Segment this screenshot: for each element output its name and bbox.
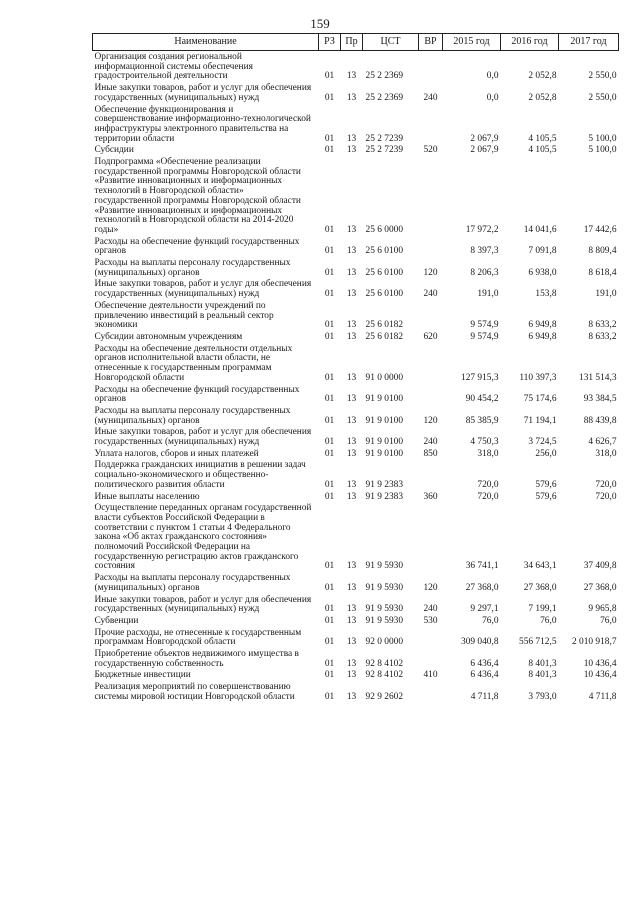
row-cst: 92 8 4102 xyxy=(365,658,403,669)
row-rz: 01 xyxy=(324,224,335,235)
row-rz: 01 xyxy=(324,582,335,593)
row-vr: 240 xyxy=(423,437,438,448)
row-2015: 4 750,3 xyxy=(470,437,499,448)
row-vr xyxy=(419,51,443,85)
row-rz: 01 xyxy=(324,415,335,426)
row-rz: 01 xyxy=(324,615,335,626)
row-name: Приобретение объектов недвижимого имущества в государственную собственность xyxy=(94,649,299,669)
row-name: Подпрограмма «Обеспечение реализации государственной программы Новгородской области «Развитие инновационных и информационных технологий в Новгородской области» государственной программы Новгородской области «Развитие инновационных и информационных технологий в Новгородской области на 2014-2020 годы» xyxy=(94,157,301,235)
row-name: Реализация мероприятий по совершенствованию системы мировой юстиции Новгородской области xyxy=(94,682,295,702)
header-cst: ЦСТ xyxy=(363,34,419,51)
row-name: Субвенции xyxy=(94,615,139,626)
row-2015: 9 574,9 xyxy=(470,320,499,331)
row-name: Поддержка гражданских инициатив в решении задач социально-экономического и общественно-политического развития области xyxy=(94,460,306,490)
row-name: Иные закупки товаров, работ и услуг для обеспечения государственных (муниципальных) нужд xyxy=(94,594,312,615)
row-2016: 2 052,8 xyxy=(528,92,557,103)
row-rz: 01 xyxy=(324,561,335,572)
row-2017: 8 633,2 xyxy=(588,331,617,342)
row-2015: 85 385,9 xyxy=(465,415,499,426)
table-row xyxy=(93,302,619,333)
table-row xyxy=(93,386,619,407)
row-rz: 01 xyxy=(324,479,335,490)
row-cst: 91 9 5930 xyxy=(365,604,403,615)
table-row xyxy=(93,407,619,428)
row-name: Расходы на выплаты персоналу государственных (муниципальных) органов xyxy=(94,405,291,426)
row-2016: 556 712,5 xyxy=(519,637,557,648)
row-2015: 6 436,4 xyxy=(470,670,499,681)
table-row xyxy=(93,617,619,629)
row-2017: 27 368,0 xyxy=(583,582,617,593)
row-pr: 13 xyxy=(346,615,357,626)
row-2015: 4 711,8 xyxy=(470,691,499,702)
row-2016: 8 401,3 xyxy=(528,670,557,681)
row-2017: 4 626,7 xyxy=(588,437,617,448)
row-2017: 191,0 xyxy=(595,289,617,300)
row-cst: 91 9 0100 xyxy=(365,448,403,459)
row-cst: 91 9 5930 xyxy=(365,615,403,626)
row-vr xyxy=(419,106,443,147)
row-2017: 5 100,0 xyxy=(588,133,617,144)
row-cst: 25 6 0000 xyxy=(365,224,403,235)
row-rz: 01 xyxy=(324,267,335,278)
row-2017: 5 100,0 xyxy=(588,145,617,156)
row-cst: 25 2 2369 xyxy=(365,92,403,103)
table-row xyxy=(93,596,619,617)
table-row xyxy=(93,683,619,704)
row-vr xyxy=(419,345,443,386)
row-vr: 850 xyxy=(423,448,438,459)
table-row xyxy=(93,259,619,280)
row-2015: 8 397,3 xyxy=(470,246,499,257)
row-vr: 240 xyxy=(423,604,438,615)
row-rz: 01 xyxy=(324,637,335,648)
row-cst: 25 2 7239 xyxy=(365,133,403,144)
row-cst: 92 0 0000 xyxy=(365,637,403,648)
row-name: Расходы на обеспечение функций государственных органов xyxy=(94,384,300,405)
row-rz: 01 xyxy=(324,71,335,82)
table-header xyxy=(93,34,619,51)
row-pr: 13 xyxy=(346,670,357,681)
row-name: Субсидии xyxy=(94,145,134,156)
row-name: Расходы на выплаты персоналу государственных (муниципальных) органов xyxy=(94,573,291,593)
row-2016: 71 194,1 xyxy=(523,415,557,426)
row-cst: 91 9 5930 xyxy=(365,561,403,572)
row-rz: 01 xyxy=(324,246,335,257)
row-name: Иные закупки товаров, работ и услуг для обеспечения государственных (муниципальных) нужд xyxy=(94,279,312,300)
row-vr: 410 xyxy=(423,670,438,681)
row-cst: 25 2 7239 xyxy=(365,145,403,156)
row-2017: 720,0 xyxy=(595,491,617,502)
header-2016: 2016 год xyxy=(501,34,559,51)
row-pr: 13 xyxy=(346,448,357,459)
row-2016: 76,0 xyxy=(540,615,557,626)
row-vr xyxy=(419,238,443,259)
row-2015: 2 067,9 xyxy=(470,133,499,144)
row-pr: 13 xyxy=(346,479,357,490)
table-row xyxy=(93,574,619,595)
row-2017: 10 436,4 xyxy=(583,670,617,681)
row-cst: 91 9 2383 xyxy=(365,479,403,490)
row-2015: 720,0 xyxy=(477,479,499,490)
row-2015: 17 972,2 xyxy=(465,224,499,235)
row-cst: 25 6 0100 xyxy=(365,289,403,300)
row-2017: 8 618,4 xyxy=(588,267,617,278)
row-cst: 91 9 0100 xyxy=(365,394,403,405)
row-2016: 256,0 xyxy=(535,448,557,459)
row-2017: 37 409,8 xyxy=(583,561,617,572)
row-rz: 01 xyxy=(324,658,335,669)
row-pr: 13 xyxy=(346,691,357,702)
row-pr: 13 xyxy=(346,394,357,405)
row-name: Расходы на выплаты персоналу государственных (муниципальных) органов xyxy=(94,258,291,278)
row-cst: 91 9 0100 xyxy=(365,437,403,448)
row-pr: 13 xyxy=(346,637,357,648)
row-2015: 0,0 xyxy=(486,71,499,82)
row-pr: 13 xyxy=(346,224,357,235)
row-2016: 7 091,8 xyxy=(528,246,557,257)
table-row xyxy=(93,84,619,105)
row-pr: 13 xyxy=(346,415,357,426)
row-2017: 8 809,4 xyxy=(588,246,617,257)
row-2016: 110 397,3 xyxy=(519,372,557,383)
row-pr: 13 xyxy=(346,246,357,257)
table-body xyxy=(93,51,619,705)
row-vr: 120 xyxy=(423,267,438,278)
row-name: Иные выплаты населению xyxy=(94,491,200,502)
row-2017: 2 550,0 xyxy=(588,71,617,82)
row-2016: 3 724,5 xyxy=(528,437,557,448)
row-name: Обеспечение деятельности учреждений по привлечению инвестиций в реальный сектор экономики xyxy=(94,300,274,331)
row-rz: 01 xyxy=(324,491,335,502)
row-2015: 127 915,3 xyxy=(461,372,499,383)
row-2016: 2 052,8 xyxy=(528,71,557,82)
row-cst: 91 9 5930 xyxy=(365,582,403,593)
row-2016: 6 949,8 xyxy=(528,320,557,331)
row-rz: 01 xyxy=(324,437,335,448)
row-2017: 76,0 xyxy=(600,615,617,626)
row-vr xyxy=(419,683,443,704)
row-2017: 131 514,3 xyxy=(579,372,617,383)
row-vr xyxy=(419,302,443,333)
row-2016: 6 949,8 xyxy=(528,331,557,342)
row-cst: 91 9 0100 xyxy=(365,415,403,426)
row-vr xyxy=(419,504,443,574)
row-vr: 520 xyxy=(423,145,438,156)
row-cst: 91 0 0000 xyxy=(365,372,403,383)
row-2016: 3 793,0 xyxy=(528,691,557,702)
row-2017: 2 010 918,7 xyxy=(571,637,617,648)
row-2015: 9 574,9 xyxy=(470,331,499,342)
row-name: Обеспечение функционирования и совершенствование информационно-технологической инфраструктуры электронного правительства на территории области xyxy=(94,104,311,144)
row-2017: 9 965,8 xyxy=(588,604,617,615)
row-2016: 27 368,0 xyxy=(523,582,557,593)
row-cst: 25 2 2369 xyxy=(365,71,403,82)
row-name: Иные закупки товаров, работ и услуг для обеспечения государственных (муниципальных) нужд xyxy=(94,427,312,448)
row-vr xyxy=(419,386,443,407)
row-vr: 120 xyxy=(423,415,438,426)
row-rz: 01 xyxy=(324,604,335,615)
row-vr: 120 xyxy=(423,582,438,593)
row-rz: 01 xyxy=(324,372,335,383)
table-row xyxy=(93,629,619,650)
row-vr xyxy=(419,650,443,671)
row-2017: 720,0 xyxy=(595,479,617,490)
header-rz: РЗ xyxy=(319,34,341,51)
row-pr: 13 xyxy=(346,267,357,278)
table-row xyxy=(93,504,619,574)
row-2016: 6 938,0 xyxy=(528,267,557,278)
row-name: Бюджетные инвестиции xyxy=(94,670,191,681)
row-name: Прочие расходы, не отнесенные к государственным программам Новгородской области xyxy=(94,627,302,648)
row-name: Иные закупки товаров, работ и услуг для обеспечения государственных (муниципальных) нужд xyxy=(94,83,312,103)
table-row xyxy=(93,333,619,345)
header-2015: 2015 год xyxy=(443,34,501,51)
row-2015: 318,0 xyxy=(477,448,499,459)
row-2016: 4 105,5 xyxy=(528,133,557,144)
row-2016: 579,6 xyxy=(535,491,557,502)
row-pr: 13 xyxy=(346,582,357,593)
table-row xyxy=(93,51,619,85)
row-vr: 240 xyxy=(423,289,438,300)
row-pr: 13 xyxy=(346,561,357,572)
row-name: Осуществление переданных органам государственной власти субъектов Российской Федерации в соответствии с пунктом 1 статьи 4 Федерального закона «Об актах гражданского состояния» полномочий Российской Федерации на государственную регистрацию актов гражданского состояния xyxy=(94,503,312,572)
row-cst: 25 6 0182 xyxy=(365,331,403,342)
row-2017: 17 442,6 xyxy=(583,224,617,235)
row-2016: 153,8 xyxy=(535,289,557,300)
budget-table xyxy=(92,33,619,705)
table-row xyxy=(93,280,619,301)
row-2015: 27 368,0 xyxy=(465,582,499,593)
row-vr xyxy=(419,461,443,492)
row-2016: 34 643,1 xyxy=(523,561,557,572)
row-pr: 13 xyxy=(346,331,357,342)
row-2016: 579,6 xyxy=(535,479,557,490)
row-2015: 90 454,2 xyxy=(465,394,499,405)
row-2017: 318,0 xyxy=(595,448,617,459)
row-2015: 9 297,1 xyxy=(470,604,499,615)
row-name: Уплата налогов, сборов и иных платежей xyxy=(94,448,259,459)
row-2015: 8 206,3 xyxy=(470,267,499,278)
row-2017: 10 436,4 xyxy=(583,658,617,669)
row-2015: 2 067,9 xyxy=(470,145,499,156)
row-vr: 530 xyxy=(423,615,438,626)
row-2016: 8 401,3 xyxy=(528,658,557,669)
row-pr: 13 xyxy=(346,604,357,615)
row-vr xyxy=(419,158,443,238)
row-rz: 01 xyxy=(324,448,335,459)
header-2017: 2017 год xyxy=(559,34,619,51)
row-2015: 0,0 xyxy=(486,92,499,103)
row-pr: 13 xyxy=(346,658,357,669)
row-2016: 7 199,1 xyxy=(528,604,557,615)
row-2016: 4 105,5 xyxy=(528,145,557,156)
row-2015: 36 741,1 xyxy=(465,561,499,572)
row-name: Организация создания региональной информационной системы обеспечения градостроительной деятельности xyxy=(94,52,253,82)
row-pr: 13 xyxy=(346,133,357,144)
header-vr: ВР xyxy=(419,34,443,51)
row-2015: 309 040,8 xyxy=(461,637,499,648)
row-cst: 92 8 4102 xyxy=(365,670,403,681)
row-cst: 25 6 0100 xyxy=(365,246,403,257)
header-pr: Пр xyxy=(341,34,363,51)
row-pr: 13 xyxy=(346,289,357,300)
row-pr: 13 xyxy=(346,71,357,82)
row-cst: 25 6 0100 xyxy=(365,267,403,278)
row-pr: 13 xyxy=(346,491,357,502)
row-rz: 01 xyxy=(324,331,335,342)
table-row xyxy=(93,428,619,449)
row-2015: 191,0 xyxy=(477,289,499,300)
row-cst: 25 6 0182 xyxy=(365,320,403,331)
table-row xyxy=(93,238,619,259)
table-row xyxy=(93,461,619,492)
row-rz: 01 xyxy=(324,394,335,405)
row-vr: 620 xyxy=(423,331,438,342)
page-number: 159 xyxy=(310,16,330,31)
row-2015: 6 436,4 xyxy=(470,658,499,669)
table-row xyxy=(93,650,619,671)
row-cst: 91 9 2383 xyxy=(365,491,403,502)
row-rz: 01 xyxy=(324,289,335,300)
row-2016: 75 174,6 xyxy=(523,394,557,405)
row-name: Расходы на обеспечение функций государственных органов xyxy=(94,236,300,257)
row-2017: 88 439,8 xyxy=(583,415,617,426)
row-2016: 14 041,6 xyxy=(523,224,557,235)
row-name: Расходы на обеспечение деятельности отдельных органов исполнительной власти области, не отнесенные к государственным программам Новгородской области xyxy=(94,343,293,383)
row-rz: 01 xyxy=(324,670,335,681)
row-2017: 8 633,2 xyxy=(588,320,617,331)
row-vr: 240 xyxy=(423,92,438,103)
row-pr: 13 xyxy=(346,92,357,103)
row-2017: 2 550,0 xyxy=(588,92,617,103)
row-rz: 01 xyxy=(324,145,335,156)
table-row xyxy=(93,158,619,238)
row-2017: 93 384,5 xyxy=(583,394,617,405)
table-row xyxy=(93,345,619,386)
row-cst: 92 9 2602 xyxy=(365,691,403,702)
row-rz: 01 xyxy=(324,691,335,702)
row-rz: 01 xyxy=(324,320,335,331)
row-pr: 13 xyxy=(346,372,357,383)
row-name: Субсидии автономным учреждениям xyxy=(94,331,243,342)
row-rz: 01 xyxy=(324,92,335,103)
row-2015: 720,0 xyxy=(477,491,499,502)
row-2017: 4 711,8 xyxy=(588,691,617,702)
row-pr: 13 xyxy=(346,437,357,448)
row-pr: 13 xyxy=(346,145,357,156)
header-name: Наименование xyxy=(93,34,319,51)
row-2015: 76,0 xyxy=(482,615,499,626)
row-pr: 13 xyxy=(346,320,357,331)
table-row xyxy=(93,106,619,147)
row-vr xyxy=(419,629,443,650)
row-vr: 360 xyxy=(423,491,438,502)
row-rz: 01 xyxy=(324,133,335,144)
